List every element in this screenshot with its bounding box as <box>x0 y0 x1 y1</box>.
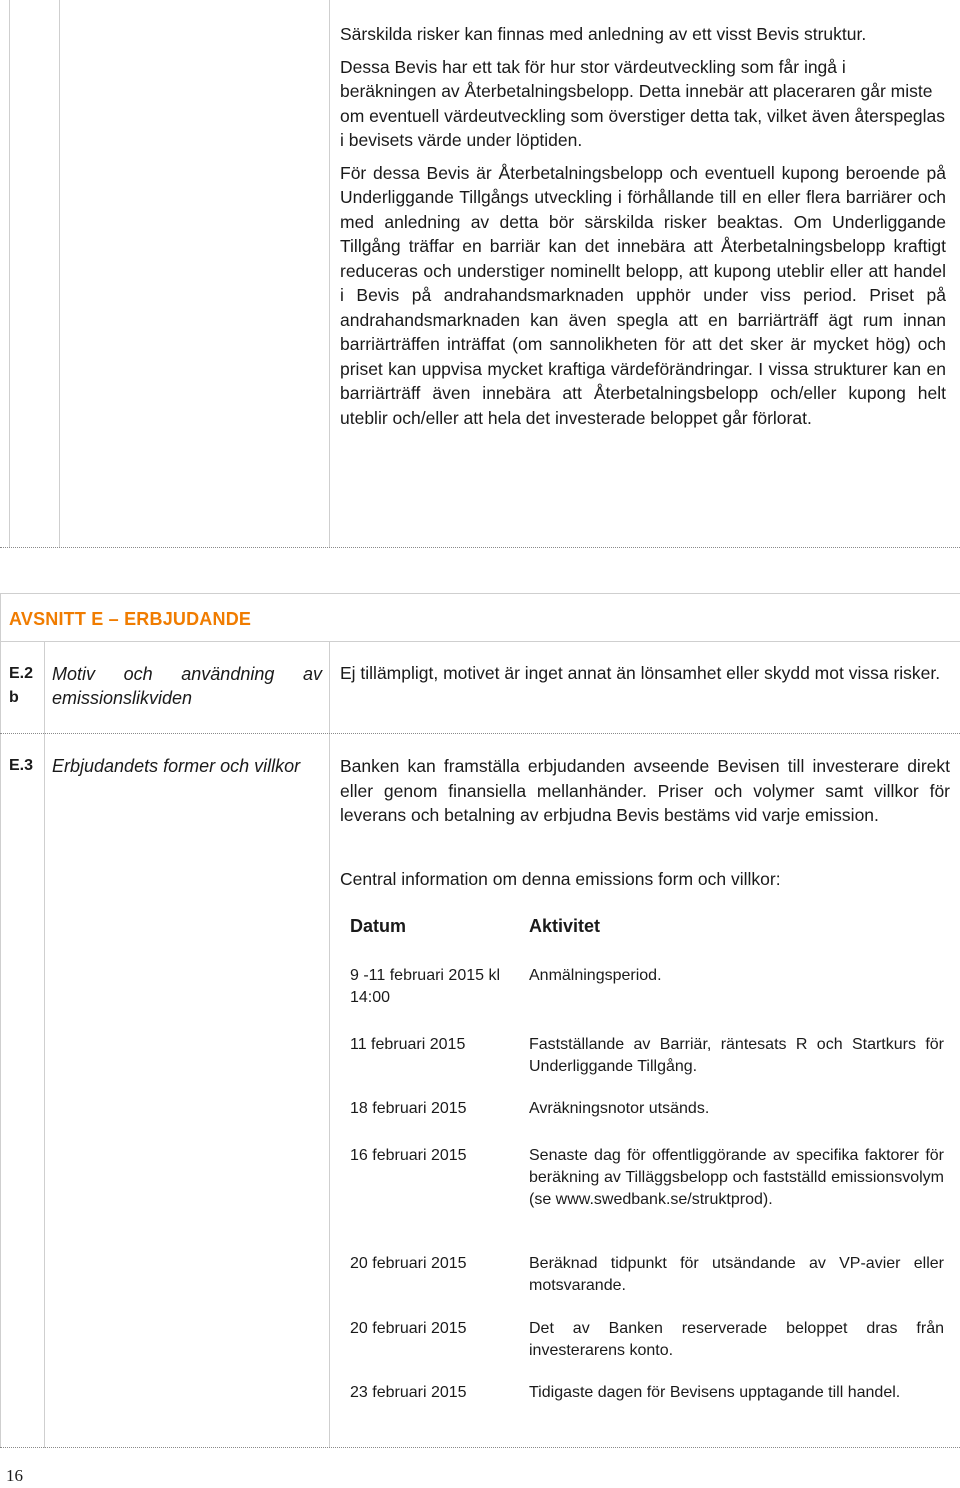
table-cell-date: 18 februari 2015 <box>350 1100 467 1117</box>
column-header-date: Datum <box>350 916 407 936</box>
row-separator <box>0 547 960 548</box>
table-border <box>59 0 60 547</box>
table-border <box>44 641 45 1448</box>
table-cell-date: 16 februari 2015 <box>350 1147 467 1164</box>
table-cell-activity: Anmälningsperiod. <box>529 967 662 984</box>
element-label: Motiv och användning av emissionslikviden <box>52 664 322 708</box>
table-border <box>329 0 330 547</box>
paragraph: Särskilda risker kan finnas med anledning av ett visst Bevis struktur. <box>340 24 867 44</box>
column-header-activity: Aktivitet <box>529 916 601 936</box>
table-cell-activity: Det av Banken reserverade beloppet dras från investerarens konto. <box>529 1320 944 1359</box>
element-text: Ej tillämpligt, motivet är inget annat än lönsamhet eller skydd mot vissa risker. <box>340 663 941 683</box>
element-text: Banken kan framställa erbjudanden avseende Bevisen till investerare direkt eller genom finansiella mellanhänder. Priser och volymer samt villkor för leverans och betalning av erbjudna Bevis bestäms vid varje emission. <box>340 756 950 825</box>
paragraph: Dessa Bevis har ett tak för hur stor värdeutveckling som får ingå i beräkningen av Återbetalningsbelopp. Detta innebär att placeraren går miste om eventuell värdeutveckling som överstiger detta tak, vilket även återspeglas i bevisets värde under löptiden. <box>340 56 946 150</box>
table-border-left <box>0 593 1 1448</box>
element-label: Erbjudandets former och villkor <box>52 756 301 776</box>
table-cell-activity: Avräkningsnotor utsänds. <box>529 1100 710 1117</box>
risk-text-block <box>340 22 946 430</box>
table-cell-activity: Tidigaste dagen för Bevisens upptagande till handel. <box>529 1384 901 1401</box>
section-top-border <box>0 593 960 594</box>
section-heading: AVSNITT E – ERBJUDANDE <box>9 609 252 629</box>
paragraph: För dessa Bevis är Återbetalningsbelopp och eventuell kupong beroende på Underliggande Tillgångs utveckling i förhållande till en eller flera barriärer och med anledning av detta bör särskilda risker beaktas. Om Underliggande Tillgång träffar en barriär kan det innebära att Återbetalningsbelopp kraftigt reduceras och understiger nominellt belopp, att kupong uteblir eller att handel i Bevis på andrahandsmarknaden upphör under viss period. Priset på andrahandsmarknaden kan även spegla att en barriärträff ägt rum innan barriärträffen inträffat (om sannolikheten för att det sker är mycket hög) och priset kan uppvisa mycket kraftiga värdeförändringar. I vissa strukturer kan en barriärträff även innebära att Återbetalningsbelopp och/eller kupong helt uteblir och/eller att hela det investerade beloppet går förlorat. <box>340 162 946 428</box>
element-code: E.2 b <box>9 665 34 706</box>
table-cell-activity: Senaste dag för offentliggörande av specifika faktorer för beräkning av Tilläggsbelopp och fastställd emissionsvolym (se www.swedbank.se/struktprod). <box>529 1147 944 1208</box>
table-intro: Central information om denna emissions form och villkor: <box>340 869 781 889</box>
table-border <box>329 641 330 1448</box>
element-code: E.3 <box>9 757 34 774</box>
table-border-left <box>9 0 10 547</box>
row-separator <box>0 1447 960 1448</box>
table-cell-date: 20 februari 2015 <box>350 1255 467 1272</box>
row-separator <box>0 733 960 734</box>
table-cell-date: 11 februari 2015 <box>350 1036 466 1053</box>
table-cell-date: 23 februari 2015 <box>350 1384 467 1401</box>
table-cell-activity: Beräknad tidpunkt för utsändande av VP-avier eller motsvarande. <box>529 1255 944 1294</box>
page-number: 16 <box>6 1466 23 1485</box>
table-cell-date: 20 februari 2015 <box>350 1320 467 1337</box>
table-cell-activity: Fastställande av Barriär, räntesats R och Startkurs för Underliggande Tillgång. <box>529 1036 944 1075</box>
table-cell-date: 9 -11 februari 2015 kl 14:00 <box>350 967 501 1006</box>
row-border <box>0 641 960 642</box>
